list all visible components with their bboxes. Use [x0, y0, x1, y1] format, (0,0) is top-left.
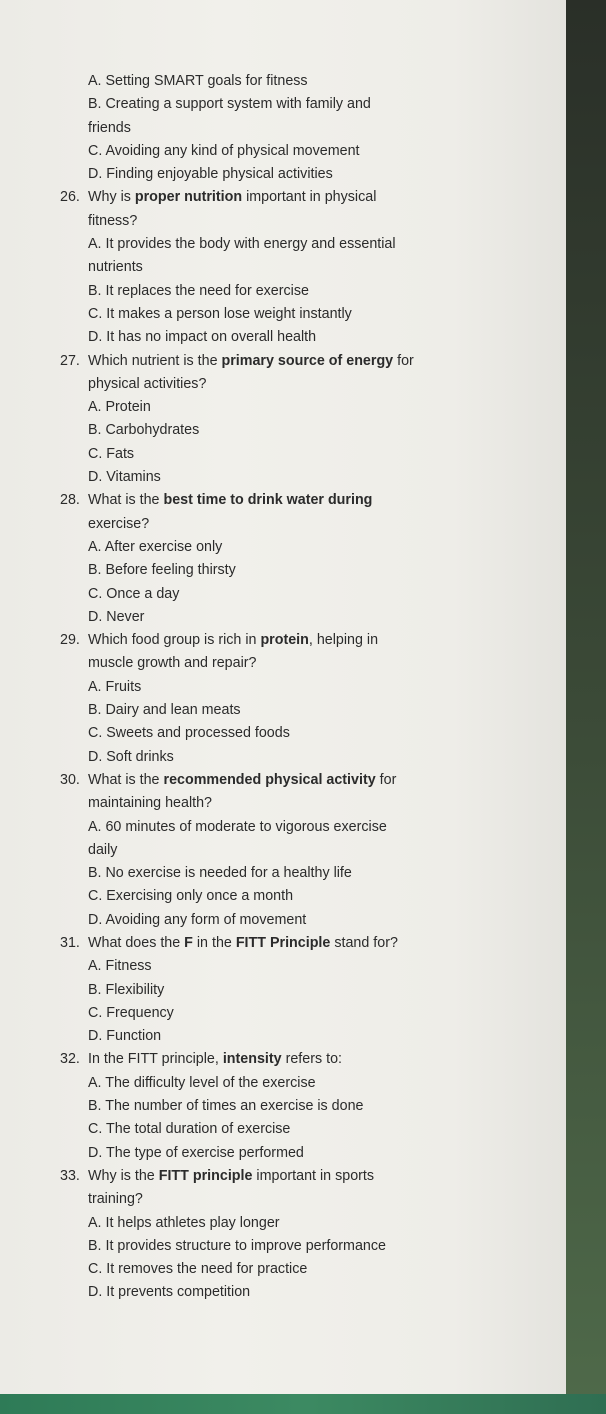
option: D. Avoiding any form of movement [88, 911, 307, 928]
question-number: 31. [60, 934, 80, 951]
question-text: Which food group is rich in [88, 632, 261, 649]
option: A. Protein [88, 399, 151, 416]
option: A. 60 minutes of moderate to vigorous exercise [88, 818, 387, 835]
option: A. Fitness [88, 958, 152, 975]
option: A. Setting SMART goals for fitness [88, 73, 308, 89]
question-emphasis: intensity [222, 1051, 282, 1068]
background-surface [566, 0, 606, 1414]
question-emphasis: proper nutrition [134, 189, 243, 206]
option-continuation: nutrients [88, 259, 143, 276]
question-number: 33. [60, 1167, 80, 1184]
question-emphasis: FITT Principle [235, 934, 331, 951]
option: A. After exercise only [88, 538, 223, 555]
option: D. It prevents competition [88, 1284, 251, 1301]
option: C. It makes a person lose weight instantly [88, 305, 352, 322]
question-emphasis: F [184, 934, 193, 951]
question-30 [60, 769, 550, 932]
question-text-cont: fitness? [88, 212, 138, 229]
question-32 [60, 1048, 550, 1164]
option: C. Exercising only once a month [88, 888, 294, 905]
question-text: Why is [88, 189, 135, 206]
option: C. Sweets and processed foods [88, 725, 290, 742]
question-text-cont: training? [88, 1191, 143, 1208]
question-emphasis: primary source of energy [221, 352, 394, 369]
question-text-cont: physical activities? [88, 375, 207, 392]
question-text: in the [192, 934, 236, 951]
option: D. Function [88, 1028, 162, 1045]
option: B. Carbohydrates [88, 422, 200, 439]
question-number: 29. [60, 632, 80, 649]
question-29 [60, 629, 550, 769]
question-number: 26. [60, 189, 80, 206]
option: C. Once a day [88, 585, 180, 602]
question-number: 32. [60, 1051, 80, 1068]
option: C. Fats [88, 445, 135, 462]
question-26 [60, 186, 550, 349]
option: B. The number of times an exercise is done [88, 1098, 364, 1115]
option: D. The type of exercise performed [88, 1144, 304, 1161]
option: C. It removes the need for practice [88, 1261, 308, 1278]
question-number: 28. [60, 492, 80, 509]
option-continuation: daily [88, 841, 118, 858]
option: C. Frequency [88, 1004, 174, 1021]
question-text-cont: maintaining health? [88, 795, 212, 812]
question-text: refers to: [281, 1051, 343, 1068]
option: D. Soft drinks [88, 748, 174, 765]
prev-question-options [60, 70, 550, 186]
question-27 [60, 350, 550, 490]
option: B. Flexibility [88, 981, 165, 998]
option: C. The total duration of exercise [88, 1121, 291, 1138]
question-text: What is the [88, 492, 164, 509]
option: B. Before feeling thirsty [88, 562, 236, 579]
question-28 [60, 489, 550, 629]
option: D. Finding enjoyable physical activities [88, 166, 333, 183]
option: A. Fruits [88, 678, 142, 695]
bottom-edge [0, 1394, 606, 1414]
question-text: important in sports [252, 1167, 375, 1184]
option: A. It helps athletes play longer [88, 1214, 280, 1231]
question-text: , helping in [308, 632, 379, 649]
question-text: Which nutrient is the [88, 352, 222, 369]
question-emphasis: FITT principle [158, 1167, 253, 1184]
question-emphasis: recommended physical activity [163, 771, 376, 788]
question-31 [60, 932, 550, 1048]
question-text: important in physical [242, 189, 377, 206]
question-number: 30. [60, 771, 80, 788]
option: D. It has no impact on overall health [88, 329, 317, 346]
question-text: What does the [88, 934, 185, 951]
question-text: Why is the [88, 1167, 159, 1184]
option: B. It provides structure to improve performance [88, 1237, 386, 1254]
question-text-cont: exercise? [88, 515, 150, 532]
question-text: What is the [88, 771, 164, 788]
quiz-content [60, 70, 550, 1305]
option: A. It provides the body with energy and essential [88, 236, 396, 253]
option: D. Never [88, 608, 145, 625]
option-continuation: friends [88, 119, 131, 136]
question-emphasis: best time to drink water during [163, 492, 373, 509]
question-emphasis: protein [260, 632, 309, 649]
question-text: for [375, 771, 397, 788]
option: A. The difficulty level of the exercise [88, 1074, 316, 1091]
option: D. Vitamins [88, 469, 161, 486]
question-33 [60, 1165, 550, 1305]
question-text: In the FITT principle, [88, 1051, 223, 1068]
question-text: for [393, 352, 414, 369]
option: B. No exercise is needed for a healthy life [88, 865, 352, 882]
option: B. Dairy and lean meats [88, 702, 241, 719]
question-text-cont: muscle growth and repair? [88, 655, 257, 672]
option: C. Avoiding any kind of physical movement [88, 142, 360, 159]
question-text: stand for? [330, 934, 398, 951]
option: B. It replaces the need for exercise [88, 282, 309, 299]
option: B. Creating a support system with family and [88, 96, 371, 113]
question-number: 27. [60, 352, 80, 369]
